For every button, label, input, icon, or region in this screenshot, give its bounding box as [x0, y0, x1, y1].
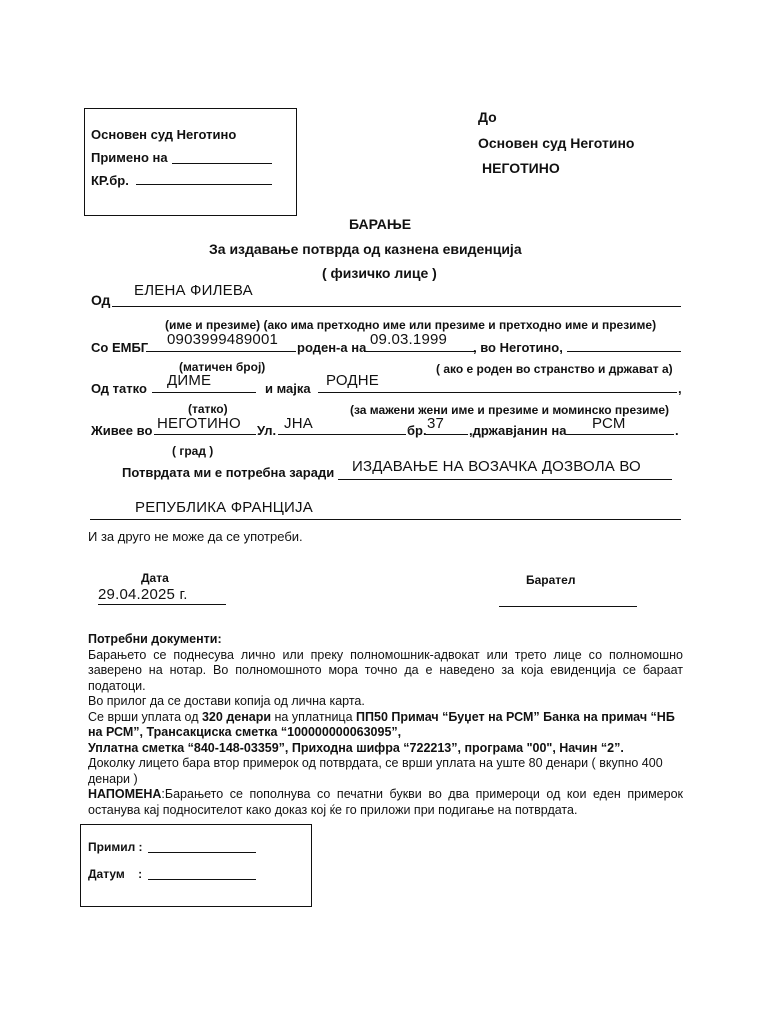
birth-country-line[interactable] [567, 351, 681, 352]
notes-paragraph-3 [88, 710, 683, 741]
name-hint: (име и презиме) (ако има претходно име или презиме и претходно име и презиме) [165, 318, 657, 332]
citizen-value: РСМ [592, 415, 626, 432]
purpose-line1-value: ИЗДАВАЊЕ НА ВОЗАЧКА ДОЗВОЛА ВО [352, 458, 641, 475]
embg-label: Со ЕМБГ [91, 340, 149, 355]
from-line[interactable] [112, 306, 681, 307]
father-value: ДИМЕ [167, 372, 212, 389]
payment-mid: на уплатница [271, 709, 357, 724]
notes-paragraph-1: Барањето се поднесува лично или преку полномошник-адвокат или трето лице со полномошно заверено на нотар. Во полномошното мора точно да е наведено за која евиденција се бараат податоци. [88, 647, 683, 693]
embg-line[interactable] [146, 351, 296, 352]
notes-paragraph-4: Доколку лицето бара втор примерок од потврдата, се врши уплата на уште 80 денари ( вкупно 400 денари ) [88, 756, 663, 786]
city-value: НЕГОТИНО [157, 415, 241, 432]
purpose-line1[interactable] [338, 479, 672, 480]
date-value: 29.04.2025 г. [98, 586, 188, 603]
embg-value: 0903999489001 [167, 331, 279, 348]
date-label: Дата [141, 571, 169, 585]
receipt-received-label: Примил : [88, 840, 143, 854]
number-label: бр. [407, 423, 427, 438]
street-value: ЈНА [284, 415, 313, 432]
recipient-to: До [478, 109, 497, 125]
purpose-label: Потврдата ми е потребна заради [122, 465, 335, 480]
receipt-received-line[interactable] [148, 852, 256, 853]
father-line[interactable] [152, 392, 256, 393]
remark-text: :Барањето се пополнува со печатни букви во два примероци од кои еден примерок останува кај подносителот како доказ кој ќе го приложи при подигање на потврдата. [88, 787, 683, 817]
purpose-line2-value: РЕПУБЛИКА ФРАНЦИЈА [135, 499, 313, 516]
receipt-date-label: Датум : [88, 867, 143, 881]
payment-account-details: Уплатна сметка “840-148-03359”, Приходна шифра “722213”, програма "00", Начин “2”. [88, 740, 624, 755]
court-box-case-line[interactable] [136, 184, 272, 185]
parents-comma: , [678, 381, 682, 396]
born-line[interactable] [364, 351, 476, 352]
street-line[interactable] [278, 434, 406, 435]
number-value: 37 [427, 415, 445, 432]
lives-label: Живее во [91, 423, 153, 438]
maiden-hint: (за мажени жени име и презиме и моминско презиме) [350, 403, 670, 417]
embg-hint: (матичен број) [179, 360, 266, 374]
abroad-hint: ( ако е роден во странство и држават а) [436, 362, 673, 376]
recipient-court: Основен суд Неготино [478, 135, 635, 151]
form-title: БАРАЊЕ [349, 216, 412, 232]
applicant-label: Барател [526, 573, 576, 587]
receipt-date-line[interactable] [148, 879, 256, 880]
form-subtitle: За издавање потврда од казнена евиденција [209, 241, 522, 257]
restriction-text: И за друго не може да се употреби. [88, 529, 303, 544]
payment-details: ПП50 Примач “Буџет на РСМ” Банка на примач “НБ на РСМ”, Трансакциска сметка “100000000063095”, [88, 709, 675, 739]
city-line[interactable] [154, 434, 256, 435]
mother-line[interactable] [318, 392, 677, 393]
notes-heading: Потребни документи: [88, 632, 222, 646]
mother-label: и мајка [265, 381, 311, 396]
receipt-box [80, 824, 312, 907]
citizen-label: ,државјанин на [469, 423, 567, 438]
applicant-signature-line[interactable] [499, 606, 637, 607]
city-hint: ( град ) [172, 444, 214, 458]
father-hint: (татко) [188, 402, 228, 416]
recipient-city: НЕГОТИНО [482, 160, 560, 176]
mother-value: РОДНЕ [326, 372, 380, 389]
court-box-case-label: КР.бр. [91, 173, 129, 188]
date-line[interactable] [98, 604, 226, 605]
payment-amount: 320 денари [201, 709, 272, 724]
street-label: Ул. [257, 423, 277, 438]
born-place: , во Неготино, [473, 340, 563, 355]
born-label: роден-а на [297, 340, 367, 355]
from-label: Од [91, 292, 111, 308]
remark-label: НАПОМЕНА [88, 787, 162, 801]
court-box-received-line[interactable] [172, 163, 272, 164]
payment-prefix: Се врши уплата од [88, 709, 202, 724]
court-box-received-label: Примено на [91, 150, 168, 165]
born-value: 09.03.1999 [370, 331, 448, 348]
citizen-line[interactable] [566, 434, 674, 435]
address-period: . [675, 423, 679, 438]
notes-remark [88, 787, 683, 818]
father-label: Од татко [91, 381, 147, 396]
from-value: ЕЛЕНА ФИЛЕВА [134, 282, 253, 299]
number-line[interactable] [424, 434, 468, 435]
purpose-line2[interactable] [90, 519, 681, 520]
person-type: ( физичко лице ) [322, 265, 437, 281]
notes-paragraph-2: Во прилог да се достави копија од лична карта. [88, 694, 365, 708]
required-documents-section [88, 632, 683, 818]
court-box-court-name: Основен суд Неготино [91, 127, 237, 142]
